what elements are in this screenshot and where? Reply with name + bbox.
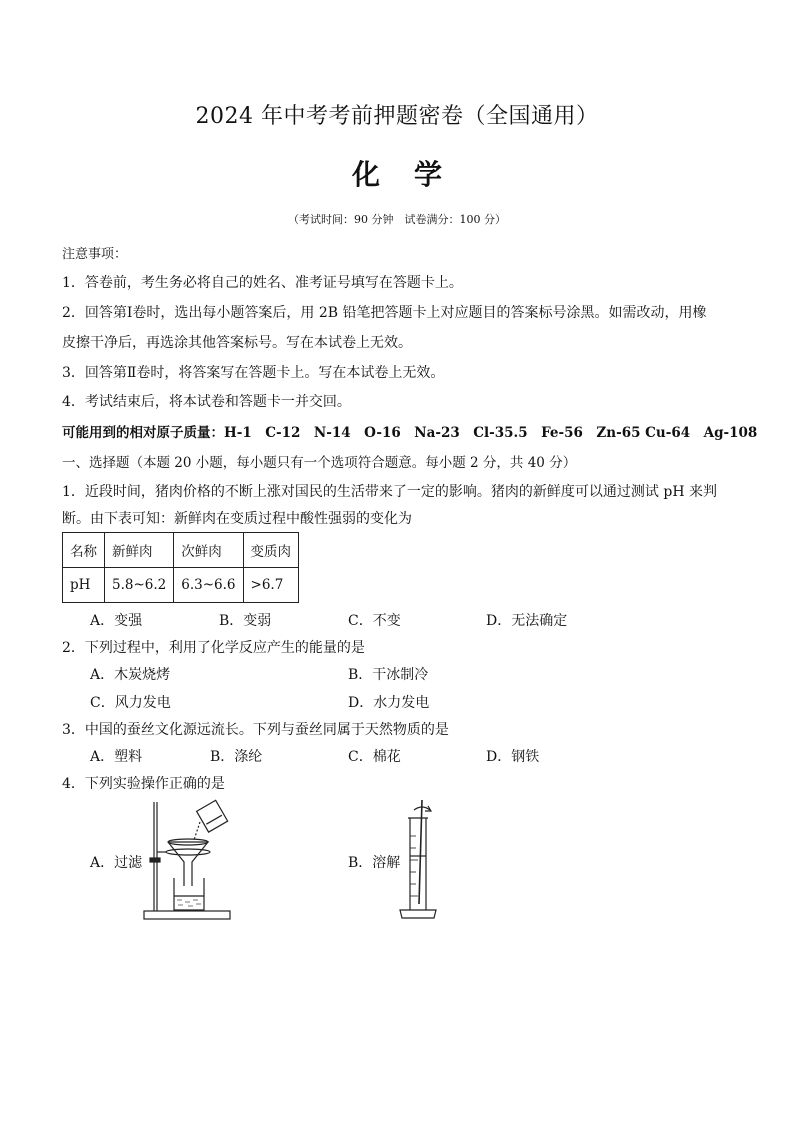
question-4-stem: 4．下列实验操作正确的是: [62, 776, 225, 792]
table-row: [63, 568, 299, 603]
table-header-cell: 名称: [63, 533, 105, 568]
question-3-option-a: A．塑料: [90, 749, 143, 765]
question-1-stem-cont: 断。由下表可知：新鲜肉在变质过程中酸性强弱的变化为: [62, 511, 412, 527]
question-1-option-a: A．变强: [90, 613, 143, 629]
question-3-option-c: C．棉花: [348, 749, 401, 765]
question-2-stem: 2．下列过程中，利用了化学反应产生的能量的是: [62, 640, 365, 656]
ph-table: [62, 532, 299, 603]
question-2-option-d: D．水力发电: [348, 695, 430, 711]
question-3-option-d: D．钢铁: [486, 749, 540, 765]
note-item: 4．考试结束后，将本试卷和答题卡一并交回。: [62, 394, 351, 410]
table-header-cell: 新鲜肉: [105, 533, 174, 568]
notes-heading: 注意事项：: [62, 247, 128, 262]
filtration-apparatus-figure: [140, 798, 240, 922]
page-title: 2024 年中考考前押题密卷（全国通用）: [195, 104, 599, 129]
section-heading: 一、选择题（本题 20 小题，每小题只有一个选项符合题意。每小题 2 分，共 40 分）: [62, 455, 577, 471]
question-1-option-d: D．无法确定: [486, 613, 568, 629]
note-item: 皮擦干净后，再选涂其他答案标号。写在本试卷上无效。: [62, 335, 412, 351]
exam-info: （考试时间：90 分钟 试卷满分：100 分）: [288, 213, 506, 226]
table-header-cell: 变质肉: [243, 533, 299, 568]
note-item: 1．答卷前，考生务必将自己的姓名、准考证号填写在答题卡上。: [62, 275, 463, 291]
question-2-option-c: C．风力发电: [90, 695, 171, 711]
table-cell: pH: [63, 568, 105, 603]
dissolving-cylinder-figure: [396, 796, 444, 922]
question-1-option-c: C．不变: [348, 613, 401, 629]
question-3-option-b: B．涤纶: [210, 749, 263, 765]
question-3-stem: 3．中国的蚕丝文化源远流长。下列与蚕丝同属于天然物质的是: [62, 722, 449, 738]
question-2-option-a: A．木炭烧烤: [90, 667, 171, 683]
atomic-masses: 可能用到的相对原子质量：H-1 C-12 N-14 O-16 Na-23 Cl-35.5 Fe-56 Zn-65 Cu-64 Ag-108: [62, 425, 758, 441]
table-cell: 6.3~6.6: [174, 568, 243, 603]
table-cell: 5.8~6.2: [105, 568, 174, 603]
note-item: 3．回答第Ⅱ卷时，将答案写在答题卡上。写在本试卷上无效。: [62, 365, 445, 381]
note-item: 2．回答第Ⅰ卷时，选出每小题答案后，用 2B 铅笔把答题卡上对应题目的答案标号涂黑。如需改动，用橡: [62, 305, 707, 321]
table-header-row: [63, 533, 299, 568]
table-header-cell: 次鲜肉: [174, 533, 243, 568]
question-1-stem: 1．近段时间，猪肉价格的不断上涨对国民的生活带来了一定的影响。猪肉的新鲜度可以通过测试 pH 来判: [62, 484, 717, 500]
table-cell: >6.7: [243, 568, 299, 603]
question-4-option-a: A．过滤: [90, 855, 143, 871]
subject-title: 化学: [351, 158, 476, 191]
question-4-option-b: B．溶解: [348, 855, 401, 871]
question-2-option-b: B．干冰制冷: [348, 667, 429, 683]
question-1-option-b: B．变弱: [219, 613, 272, 629]
